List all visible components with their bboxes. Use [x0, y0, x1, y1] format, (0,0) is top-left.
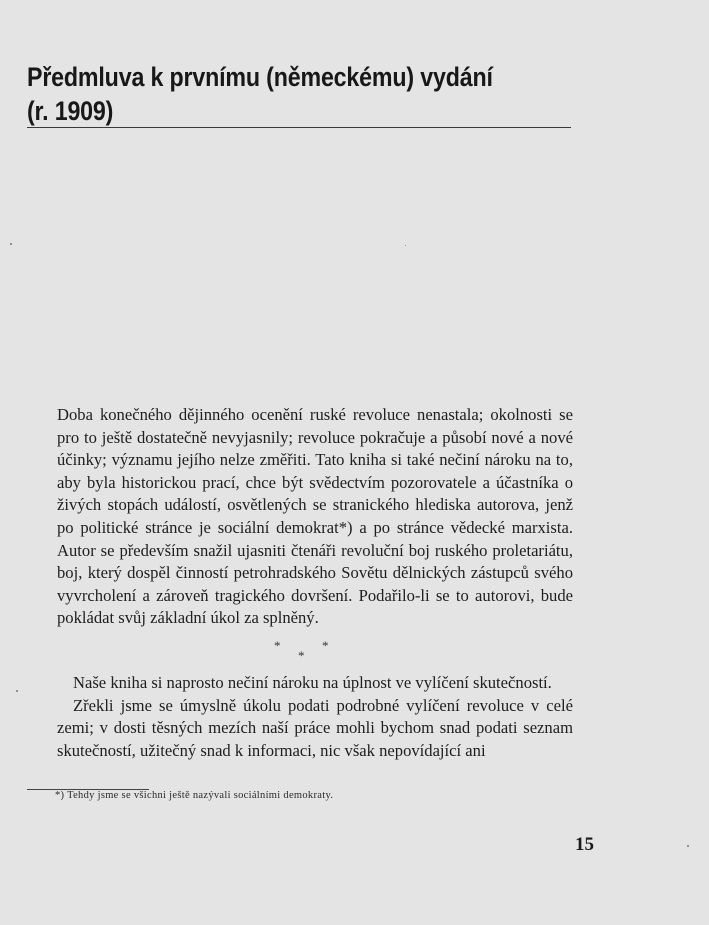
scan-speck [687, 845, 689, 847]
paragraph-intro: Doba konečného dějinného ocenění ruské revoluce nenastala; okolnosti se pro to ještě dostatečně nevyjasnily; revoluce pokračuje a působí nové a nové účinky; významu jejího nelze změřiti. Tato kniha si také nečiní nároku na to, aby byla historickou prací, chce být svědectvím pozorovatele a účastníka o živých stopách událostí, osvětlených se stranického hlediska autorova, jenž po politické stránce je sociální demokrat*) a po stránce vědecké marxista. Autor se především snažil ujasniti čtenáři revoluční boj ruského proletariátu, boj, který dospěl činností petrohradského Sovětu dělnických zástupců svého vyvrcholení a zároveň tragického dovršení. Podařilo-li se to autorovi, bude pokládat svůj základní úkol za splněný. [57, 405, 573, 628]
main-text-continued [57, 672, 573, 762]
separator-text [270, 638, 271, 639]
scan-speck [405, 245, 406, 246]
main-text [57, 404, 573, 630]
scan-speck [16, 690, 18, 692]
title-line-2: (r. 1909) [27, 96, 114, 126]
section-separator: * * * [270, 638, 340, 668]
footnote: *) Tehdy jsme se všichni ještě nazývali sociálními demokraty. [55, 790, 334, 801]
title-line-1: Předmluva k prvnímu (německému) vydání [27, 62, 493, 92]
paragraph-completeness: Naše kniha si naprosto nečiní nároku na úplnost ve vylíčení skutečností. [73, 673, 552, 692]
page-number: 15 [575, 834, 594, 855]
title-underline [27, 127, 571, 128]
paragraph-scope: Zřekli jsme se úmyslně úkolu podati podrobné vylíčení revoluce v celé zemi; v dosti těsných mezích naší práce mohli bychom snad podati seznam skutečností, užitečný snad k informaci, nic však nepovídající ani [57, 695, 573, 760]
chapter-title [27, 60, 509, 128]
scan-speck [10, 243, 12, 245]
